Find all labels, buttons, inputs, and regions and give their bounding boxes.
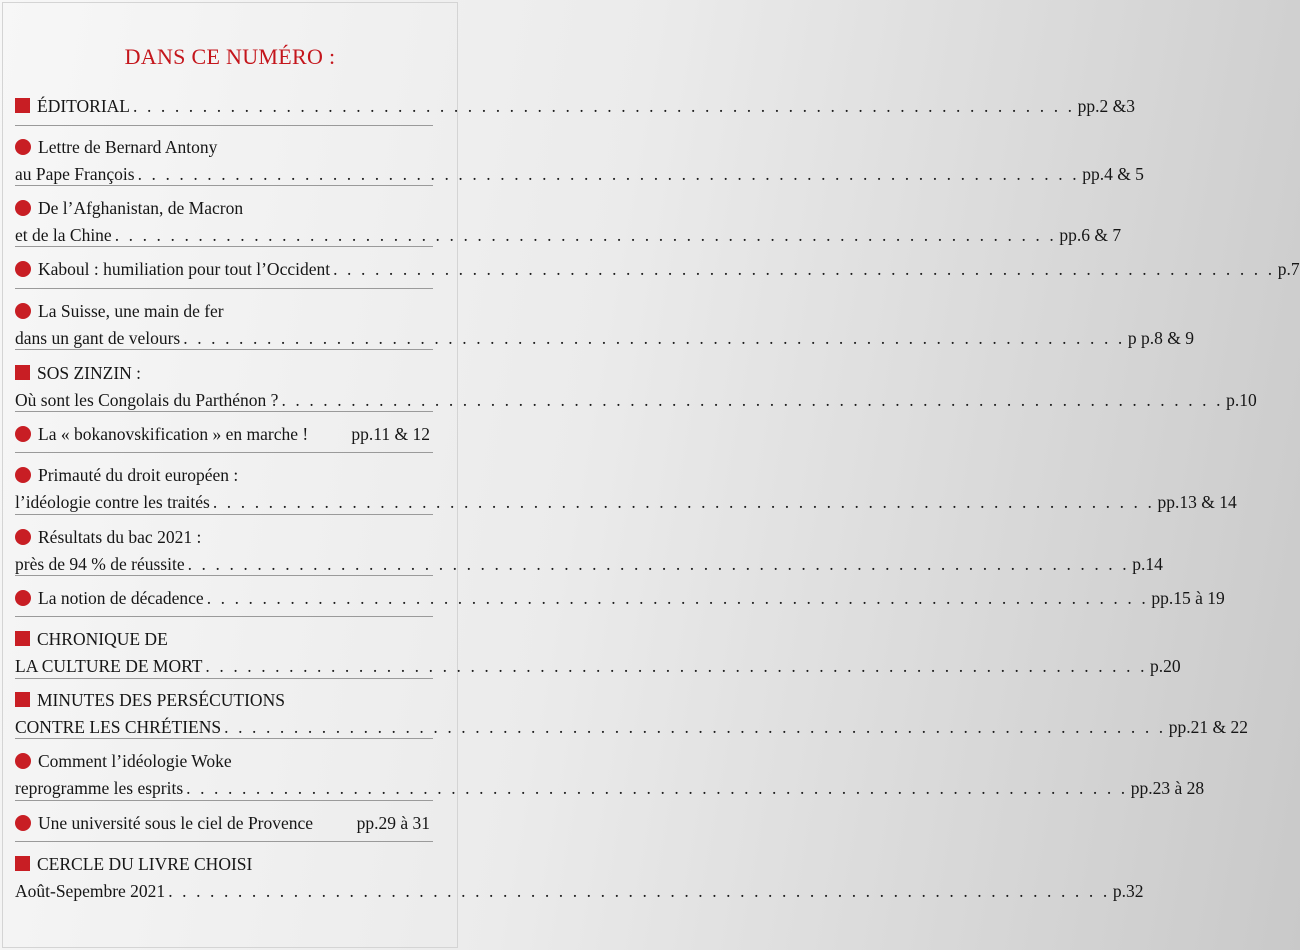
toc-entry-text: Lettre de Bernard Antony [38,137,218,157]
toc-entry-text: Primauté du droit européen : [38,465,239,485]
dot-leader: . . . . . . . . . . . . . . . . . . . . . . . . . . . . . . . . . . . . . . . . . . . . . . . . . . . . . . . . . . . . . . . . . . . . [133,96,1075,116]
dot-leader: . . . . . . . . . . . . . . . . . . . . . . . . . . . . . . . . . . . . . . . . . . . . . . . . . . . . . . . . . . . . . . . . . . . . [137,164,1080,184]
separator-line [15,411,433,412]
toc-entry-line [15,748,430,775]
dot-leader: . . . . . . . . . . . . . . . . . . . . . . . . . . . . . . . . . . . . . . . . . . . . . . . . . . . . . . . . . . . . . . . . . . . . [187,554,1130,574]
toc-entry[interactable] [15,134,1144,188]
page-number: pp.21 & 22 [1168,717,1248,737]
dot-leader: . . . . . . . . . . . . . . . . . . . . . . . . . . . . . . . . . . . . . . . . . . . . . . . . . . . . . . . . . . . . . . . . . . . . [114,225,1057,245]
separator-line [15,288,433,289]
red-square-bullet-icon [15,692,30,707]
red-square-bullet-icon [15,98,30,113]
toc-entry[interactable] [15,256,1300,283]
toc-entry-text: CHRONIQUE DE [37,629,168,649]
toc-entry[interactable] [15,195,1122,249]
red-circle-bullet-icon [15,753,31,769]
toc-entry-line [15,714,1248,741]
toc-entry-line [15,462,430,489]
toc-entry-text: SOS ZINZIN : [37,363,142,383]
separator-line [15,246,433,247]
dot-leader: . . . . . . . . . . . . . . . . . . . . . . . . . . . . . . . . . . . . . . . . . . . . . . . . . . . . . . . . . . . . . . . . . . . . [186,778,1128,798]
page-number: pp.15 à 19 [1151,588,1225,608]
page-number: p p.8 & 9 [1127,328,1194,348]
toc-entry-line [15,878,1144,905]
page-number: pp.23 à 28 [1130,778,1205,798]
toc-entry-line [15,524,430,551]
red-circle-bullet-icon [15,200,31,216]
separator-line [15,738,433,739]
separator-line [15,349,433,350]
dot-leader: . . . . . . . . . . . . . . . . . . . . . . . . . . . . . . . . . . . . . . . . . . . . . . . . . . . . . . . . . . . . . . . . . . . . [205,656,1148,676]
red-circle-bullet-icon [15,467,31,483]
toc-entry[interactable] [15,93,1135,120]
separator-line [15,616,433,617]
separator-line [15,452,433,453]
red-circle-bullet-icon [15,139,31,155]
toc-entry-line [15,256,1300,283]
toc-entry[interactable] [15,360,1257,414]
toc-entry-text: dans un gant de velours [15,328,181,348]
toc-entry-text: l’idéologie contre les traités [15,492,210,512]
separator-line [15,575,433,576]
toc-entry-line [15,687,430,714]
toc-entry[interactable] [15,748,1205,802]
red-circle-bullet-icon [15,529,31,545]
toc-entry-line [15,421,430,448]
toc-entry-text: reprogramme les esprits [15,778,184,798]
red-square-bullet-icon [15,631,30,646]
toc-entry-text: Kaboul : humiliation pour tout l’Occident [38,259,331,279]
page-number: pp.4 & 5 [1082,164,1144,184]
page-number: p.14 [1132,554,1163,574]
section-title: DANS CE NUMÉRO : [124,44,336,69]
page-number: p.32 [1112,881,1144,901]
toc-entry-text: La Suisse, une main de fer [38,301,224,321]
toc-entry-text: ÉDITORIAL [37,96,130,116]
red-square-bullet-icon [15,365,30,380]
separator-line [15,185,433,186]
toc-entry-line [15,222,1122,249]
toc-entry-line [15,298,430,325]
toc-entry-line [15,325,1194,352]
dot-leader: . . . . . . . . . . . . . . . . . . . . . . . . . . . . . . . . . . . . . . . . . . . . . . . . . . . . . . . . . . . . . . . . . . . . [206,588,1149,608]
page-number: pp.2 &3 [1077,96,1135,116]
toc-entry-text: CERCLE DU LIVRE CHOISI [37,854,253,874]
toc-entry-text: et de la Chine [15,225,112,245]
toc-entry[interactable] [15,524,1163,578]
toc-entry[interactable] [15,687,1248,741]
dot-leader: . . . . . . . . . . . . . . . . . . . . . . . . . . . . . . . . . . . . . . . . . . . . . . . . . . . . . . . . . . . . . . . . . . . . [333,259,1275,279]
toc-entry-line [15,195,430,222]
toc-entry-line [15,93,1135,120]
red-circle-bullet-icon [15,303,31,319]
toc-entry-line [15,653,1181,680]
toc-entry-text: près de 94 % de réussite [15,554,185,574]
dot-leader: . . . . . . . . . . . . . . . . . . . . . . . . . . . . . . . . . . . . . . . . . . . . . . . . . . . . . . . . . . . . . . . . . . . . [281,390,1224,410]
toc-entry-line [15,161,1144,188]
red-circle-bullet-icon [15,590,31,606]
dot-leader: . . . . . . . . . . . . . . . . . . . . . . . . . . . . . . . . . . . . . . . . . . . . . . . . . . . . . . . . . . . . . . . . . . . . [212,492,1155,512]
toc-entry-line [15,585,1225,612]
toc-entry-line [15,810,430,837]
toc-entry-line [15,134,430,161]
toc-entry-line [15,775,1205,802]
toc-entry-line [15,360,430,387]
toc-entry-line [15,626,430,653]
toc-entry-text: La « bokanovskification » en marche ! [38,424,309,444]
separator-line [15,514,433,515]
toc-entry-text: LA CULTURE DE MORT [15,656,203,676]
red-circle-bullet-icon [15,815,31,831]
toc-entry-line [15,387,1257,414]
separator-line [15,678,433,679]
red-square-bullet-icon [15,856,30,871]
red-circle-bullet-icon [15,426,31,442]
red-circle-bullet-icon [15,261,31,277]
toc-entry[interactable] [15,462,1237,516]
toc-entry[interactable] [15,585,1225,612]
page-number: pp.29 à 31 [356,813,430,833]
page-number: p.7 [1277,259,1300,279]
toc-entry-text: au Pape François [15,164,135,184]
separator-line [15,841,433,842]
toc-entry-text: MINUTES DES PERSÉCUTIONS [37,690,285,710]
toc-entry-text: Août-Sepembre 2021 [15,881,166,901]
toc-entry[interactable] [15,810,430,837]
page-number: pp.11 & 12 [351,424,430,444]
dot-leader: . . . . . . . . . . . . . . . . . . . . . . . . . . . . . . . . . . . . . . . . . . . . . . . . . . . . . . . . . . . . . . . . . . . . [183,328,1125,348]
toc-entry[interactable] [15,421,430,448]
toc-entry-text: Résultats du bac 2021 : [38,527,202,547]
page-number: pp.6 & 7 [1059,225,1122,245]
toc-entry-text: Une université sous le ciel de Provence [38,813,314,833]
separator-line [15,800,433,801]
dot-leader: . . . . . . . . . . . . . . . . . . . . . . . . . . . . . . . . . . . . . . . . . . . . . . . . . . . . . . . . . . . . . . . . . . . . [224,717,1166,737]
toc-entry-text: CONTRE LES CHRÉTIENS [15,717,222,737]
separator-line [15,125,433,126]
toc-entry-text: La notion de décadence [38,588,204,608]
toc-entry[interactable] [15,298,1194,352]
toc-entry-line [15,551,1163,578]
toc-entry-text: Comment l’idéologie Woke [38,751,232,771]
toc-entry-line [15,851,430,878]
page-number: p.20 [1150,656,1181,676]
toc-entry[interactable] [15,626,1181,680]
toc-entry[interactable] [15,851,1144,905]
toc-entry-text: De l’Afghanistan, de Macron [38,198,244,218]
page-number: p.10 [1226,390,1257,410]
dot-leader: . . . . . . . . . . . . . . . . . . . . . . . . . . . . . . . . . . . . . . . . . . . . . . . . . . . . . . . . . . . . . . . . . . . . [168,881,1110,901]
toc-entry-text: Où sont les Congolais du Parthénon ? [15,390,279,410]
page-number: pp.13 & 14 [1157,492,1237,512]
toc-entry-line [15,489,1237,516]
